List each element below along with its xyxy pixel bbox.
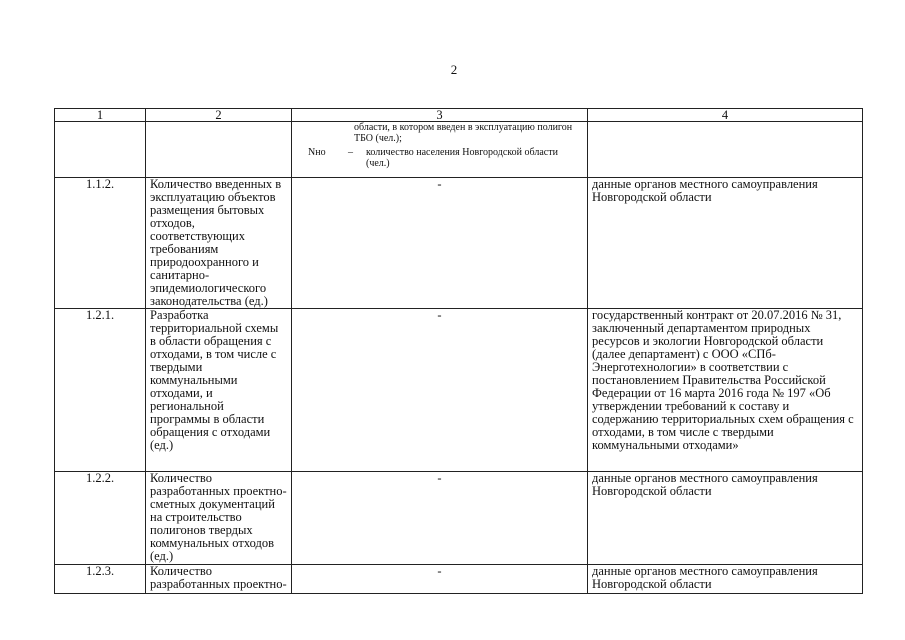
page-number: 2 xyxy=(450,62,458,77)
variables-cell xyxy=(292,122,588,178)
continuation-source-cell xyxy=(588,122,863,178)
row-number: 1.2.1. xyxy=(55,309,146,472)
indicators-table xyxy=(54,108,863,594)
indicator-formula: - xyxy=(292,309,588,472)
continuation-num-cell xyxy=(55,122,146,178)
indicator-formula: - xyxy=(292,472,588,565)
indicator-source: данные органов местного самоуправления Новгородской области xyxy=(588,472,863,565)
variable-symbol: Nно xyxy=(308,147,326,158)
column-header-4: 4 xyxy=(588,109,863,122)
column-header-2: 2 xyxy=(146,109,292,122)
indicator-name: Количество введенных в эксплуатацию объектов размещения бытовых отходов, соответствующих требованиям природоохранного и санитарно-эпидемиологического законодательства (ед.) xyxy=(146,178,292,309)
variable-description: количество населения Новгородской области (чел.) xyxy=(366,147,558,169)
indicator-formula: - xyxy=(292,565,588,594)
row-number: 1.1.2. xyxy=(55,178,146,309)
variable-definition xyxy=(308,147,583,169)
indicator-name: Количество разработанных проектно- xyxy=(146,565,292,594)
table-header-row xyxy=(55,109,863,122)
row-number: 1.2.3. xyxy=(55,565,146,594)
indicator-name: Разработка территориальной схемы в области обращения с отходами, в том числе с твердыми коммунальными отходами, и региональной программы в области обращения с отходами (ед.) xyxy=(146,309,292,472)
column-header-3: 3 xyxy=(292,109,588,122)
indicator-source: данные органов местного самоуправления Новгородской области xyxy=(588,178,863,309)
table-row xyxy=(55,178,863,309)
table-row xyxy=(55,565,863,594)
column-header-1: 1 xyxy=(55,109,146,122)
continuation-name-cell xyxy=(146,122,292,178)
indicator-formula: - xyxy=(292,178,588,309)
table-row xyxy=(55,472,863,565)
indicator-name: Количество разработанных проектно-сметных документаций на строительство полигонов твердых коммунальных отходов (ед.) xyxy=(146,472,292,565)
variable-dash: – xyxy=(348,147,353,158)
indicator-source: государственный контракт от 20.07.2016 № 31, заключенный департаментом природных ресурсов и экологии Новгородской области (далее департамент) с ООО «СПб-Энерготехнологии» в соответствии с постановлением Правительства Российской Федерации от 16 марта 2016 года № 197 «Об утверждении требований к составу и содержанию территориальных схем обращения с отходами, в том числе с твердыми коммунальными отходами» xyxy=(588,309,863,472)
table-row xyxy=(55,309,863,472)
continuation-row xyxy=(55,122,863,178)
row-number: 1.2.2. xyxy=(55,472,146,565)
variable-description-continued: области, в котором введен в эксплуатацию полигон ТБО (чел.); xyxy=(354,122,573,144)
indicator-source: данные органов местного самоуправления Новгородской области xyxy=(588,565,863,594)
